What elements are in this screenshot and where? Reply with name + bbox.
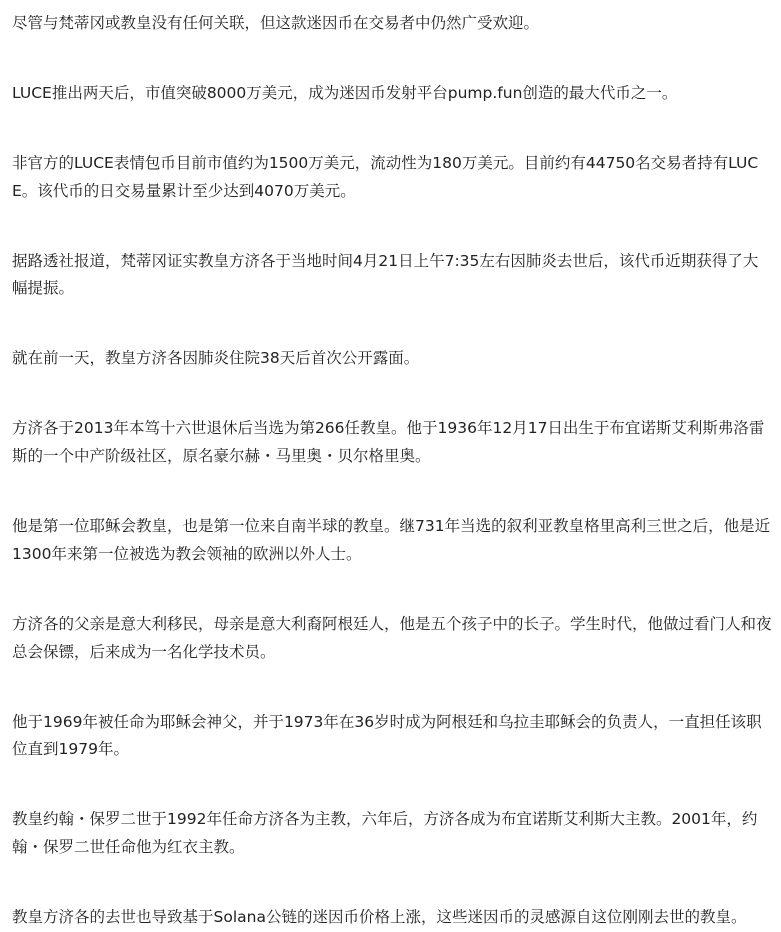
paragraph-3: 非官方的LUCE表情包币目前市值约为1500万美元，流动性为180万美元。目前约有44750名交易者持有LUCE。该代币的日交易量累计至少达到4070万美元。	[12, 153, 759, 200]
paragraph-4: 据路透社报道，梵蒂冈证实教皇方济各于当地时间4月21日上午7:35左右因肺炎去世后，该代币近期获得了大幅提振。	[12, 251, 759, 298]
paragraph-6: 方济各于2013年本笃十六世退休后当选为第266任教皇。他于1936年12月17日出生于布宜诺斯艾利斯弗洛雷斯的一个中产阶级社区，原名豪尔赫・马里奥・贝尔格里奥。	[12, 419, 765, 466]
paragraph-9: 他于1969年被任命为耶稣会神父，并于1973年在36岁时成为阿根廷和乌拉圭耶稣会的负责人，一直担任该职位直到1979年。	[12, 712, 762, 759]
paragraph-7: 他是第一位耶稣会教皇，也是第一位来自南半球的教皇。继731年当选的叙利亚教皇格里高利三世之后，他是近1300年来第一位被选为教会领袖的欧洲以外人士。	[12, 517, 771, 563]
paragraph-5: 就在前一天，教皇方济各因肺炎住院38天后首次公开露面。	[12, 349, 420, 368]
paragraph-2: LUCE推出两天后，市值突破8000万美元，成为迷因币发射平台pump.fun创造的最大代币之一。	[12, 83, 678, 102]
paragraph-1: 尽管与梵蒂冈或教皇没有任何关联，但这款迷因币在交易者中仍然广受欢迎。	[12, 14, 540, 32]
paragraph-10: 教皇约翰・保罗二世于1992年任命方济各为主教，六年后，方济各成为布宜诺斯艾利斯大主教。2001年，约翰・保罗二世任命他为红衣主教。	[12, 810, 758, 857]
paragraph-11: 教皇方济各的去世也导致基于Solana公链的迷因币价格上涨，这些迷因币的灵感源自这位刚刚去世的教皇。	[12, 908, 747, 927]
paragraph-8: 方济各的父亲是意大利移民，母亲是意大利裔阿根廷人，他是五个孩子中的长子。学生时代，他做过看门人和夜总会保镖，后来成为一名化学技术员。	[12, 614, 772, 661]
